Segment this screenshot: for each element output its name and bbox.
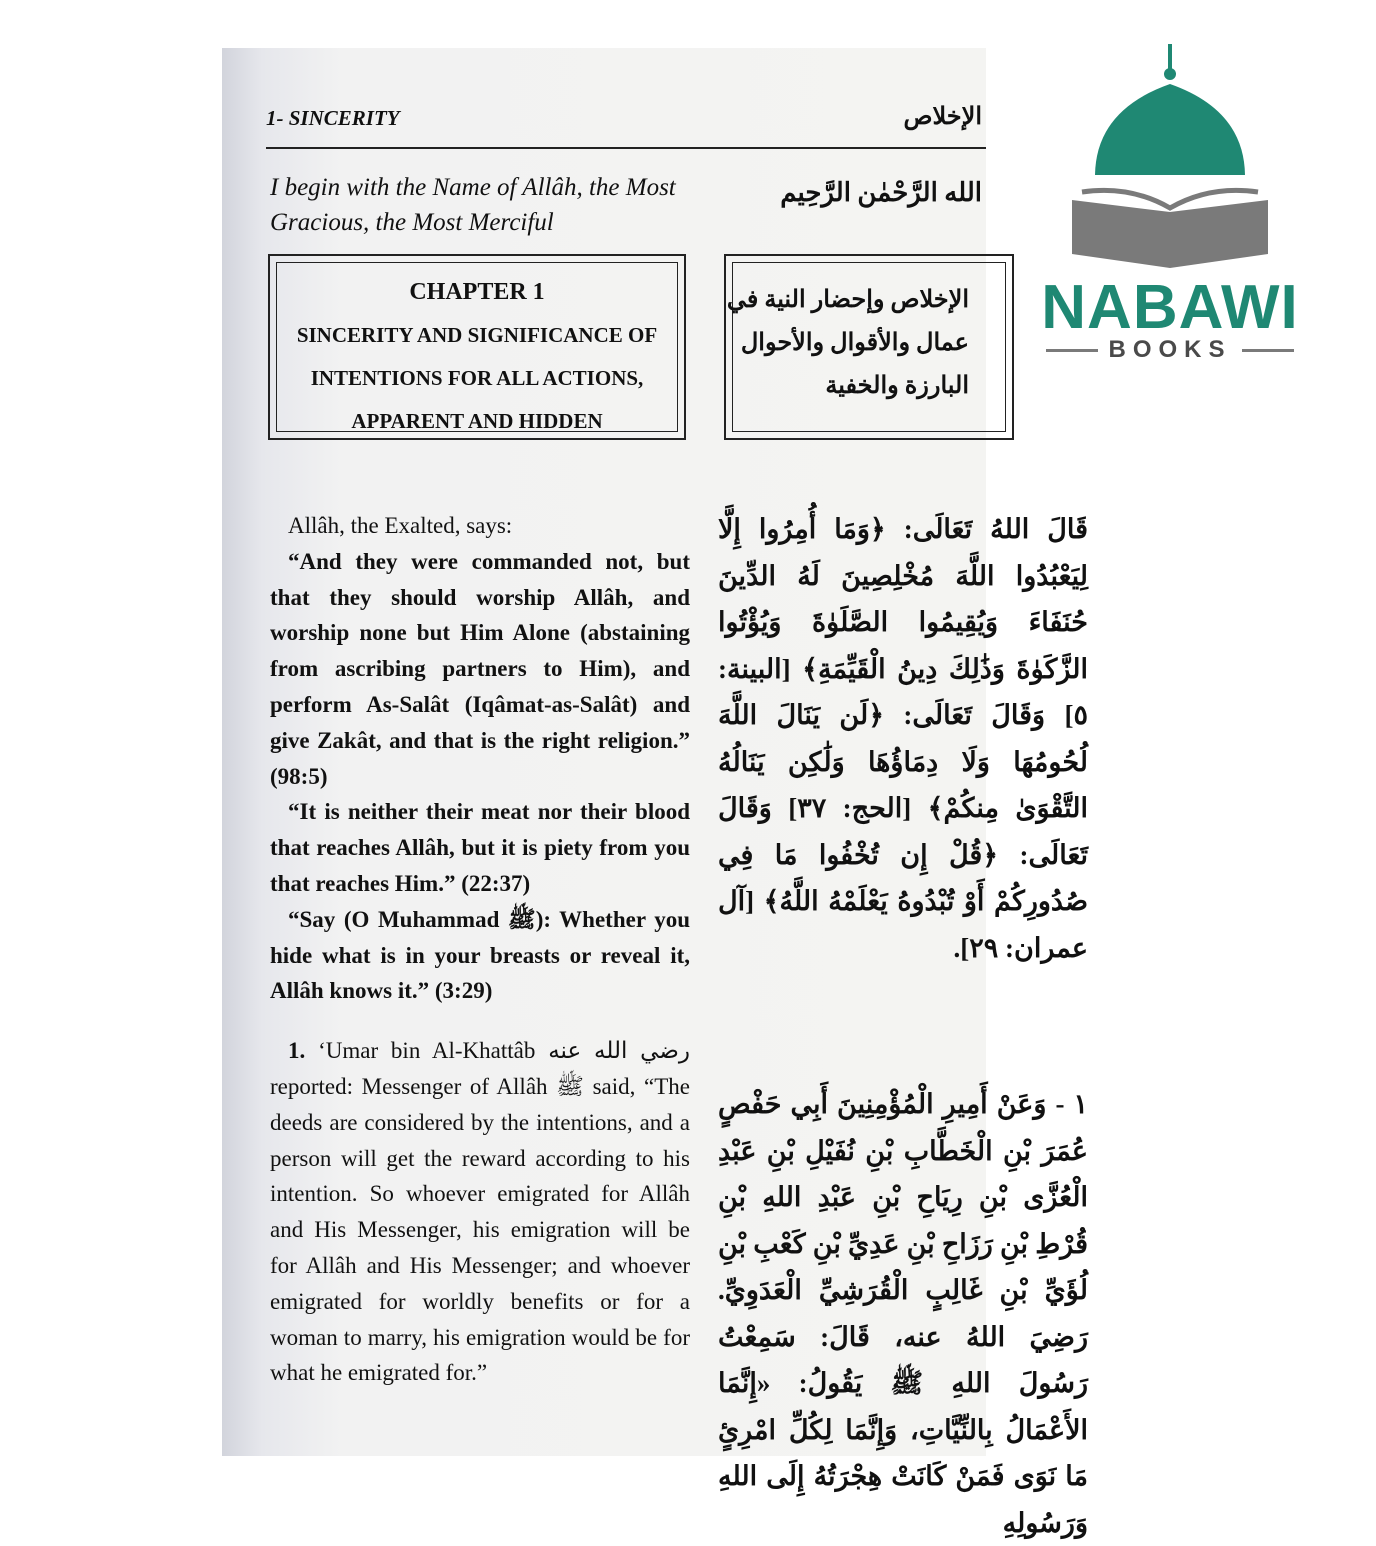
running-header-english: 1- SINCERITY bbox=[266, 106, 400, 130]
chapter-title-line-1: SINCERITY AND SIGNIFICANCE OF bbox=[296, 323, 658, 347]
logo-subtitle bbox=[1030, 336, 1310, 364]
arabic-chapter-line-1: الإخلاص وإحضار النية في bbox=[726, 287, 969, 313]
spacer bbox=[270, 1009, 690, 1033]
logo-name: NABAWI bbox=[1041, 273, 1299, 342]
running-header-arabic: الإخلاص bbox=[903, 104, 982, 130]
hadith-number: 1. bbox=[288, 1038, 306, 1064]
chapter-label: CHAPTER 1 bbox=[409, 279, 545, 305]
english-column bbox=[270, 508, 690, 1391]
logo-sub-text: BOOKS bbox=[1108, 336, 1232, 363]
arabic-chapter-line-2: عمال والأقوال والأحوال bbox=[740, 330, 969, 356]
chapter-box-arabic bbox=[724, 254, 1014, 440]
chapter-title-line-3: APPARENT AND HIDDEN bbox=[351, 409, 603, 433]
bismillah-english: I begin with the Name of Allâh, the Most Gracious, the Most Merciful bbox=[270, 174, 676, 236]
verse-98-5: “And they were commanded not, but that they should worship Allâh, and worship none but Him Alone (abstaining from ascribing partners to Him), and perform As-Salât (Iqâmat-as-Salât) and give Zakât, and that is the right religion.” (98:5) bbox=[270, 548, 690, 789]
header-rule bbox=[266, 147, 986, 149]
chapter-title-line-2: INTENTIONS FOR ALL ACTIONS, bbox=[310, 366, 644, 390]
spacer bbox=[718, 971, 1088, 1081]
bismillah-arabic: الله الرَّحْمٰن الرَّحِيم bbox=[780, 178, 982, 207]
verse-22-37: “It is neither their meat nor their blood that reaches Allâh, but it is piety from you that reaches Him.” (22:37) bbox=[270, 799, 690, 896]
chapter-box-english-inner bbox=[276, 262, 678, 432]
intro-text: Allâh, the Exalted, says: bbox=[288, 513, 513, 538]
chapter-box-arabic-inner bbox=[726, 262, 1006, 432]
arabic-verses: قَالَ اللهُ تَعَالَى: ﴿وَمَا أُمِرُوا إِلَّا لِيَعْبُدُوا اللَّهَ مُخْلِصِينَ لَهُ الدِّينَ حُنَفَاءَ وَيُقِيمُوا الصَّلَوٰةَ وَيُؤْتُوا الزَّكَوٰةَ وَذَٰلِكَ دِينُ الْقَيِّمَةِ﴾ [البينة: ٥] وَقَالَ تَعَالَى: ﴿لَن يَنَالَ اللَّهَ لُحُومُهَا وَلَا دِمَاؤُهَا وَلَٰكِن يَنَالُهُ التَّقْوَىٰ مِنكُمْ﴾ [الحج: ٣٧] وَقَالَ تَعَالَى: ﴿قُلْ إِن تُخْفُوا مَا فِي صُدُورِكُمْ أَوْ تُبْدُوهُ يَعْلَمْهُ اللَّهُ﴾ [آل عمران: ٢٩]. bbox=[718, 514, 1089, 963]
arabic-column bbox=[718, 506, 1088, 1546]
hadith-1-english bbox=[270, 1033, 690, 1391]
chapter-box-english bbox=[268, 254, 686, 440]
book-page bbox=[222, 48, 1089, 1538]
logo-dash-right bbox=[1242, 349, 1294, 352]
hadith-1-text: ‘Umar bin Al-Khattâb رضي الله عنه reported: Messenger of Allâh ﷺ said, “The deeds are considered by the intentions, and a person will get the reward according to his intention. So whoever emigrated for Allâh and His Messenger, his emigration will be for Allâh and His Messenger; and whoever emigrated for worldly benefits or for a woman to marry, his emigration would be for what he emigrated for.” bbox=[270, 1038, 690, 1386]
verse-3-29: “Say (O Muhammad ﷺ): Whether you hide what is in your breasts or reveal it, Allâh knows it.” (3:29) bbox=[270, 906, 690, 1004]
arabic-chapter-line-3: البارزة والخفية bbox=[825, 373, 969, 399]
logo-dash-left bbox=[1046, 349, 1098, 352]
hadith-1-arabic: ١ - وَعَنْ أَمِيرِ الْمُؤْمِنِينَ أَبِي حَفْصٍ عُمَرَ بْنِ الْخَطَّابِ بْنِ نُفَيْلِ بْنِ عَبْدِ الْعُزَّى بْنِ رِيَاحِ بْنِ عَبْدِ اللهِ بْنِ قُرْطِ بْنِ رَزَاحِ بْنِ عَدِيِّ بْنِ كَعْبِ بْنِ لُؤَيِّ بْنِ غَالِبٍ الْقُرَشِيِّ الْعَدَوِيِّ. رَضِيَ اللهُ عنه، قَالَ: سَمِعْتُ رَسُولَ اللهِ ﷺ يَقُولُ: «إِنَّمَا الأَعْمَالُ بِالنِّيَّاتِ، وَإِنَّمَا لِكُلِّ امْرِئٍ مَا نَوَى فَمَنْ كَانَتْ هِجْرَتُهُ إِلَى اللهِ وَرَسُولِهِ bbox=[718, 1089, 1088, 1538]
